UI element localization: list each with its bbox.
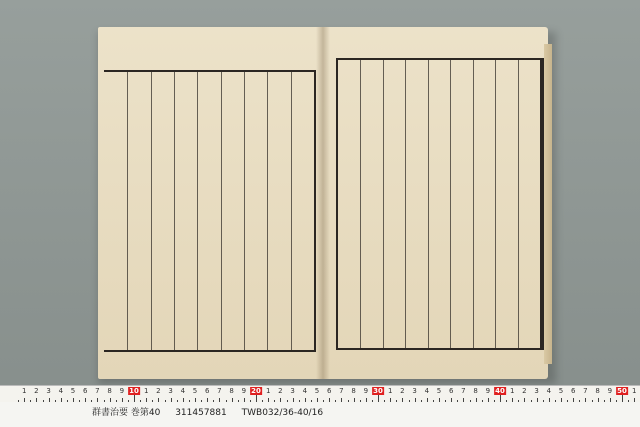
ruler-number: 8: [107, 387, 112, 395]
ruler-number: 2: [522, 387, 527, 395]
ruler-number: 4: [546, 387, 552, 395]
ruler-number: 9: [363, 387, 369, 395]
ruler-number: 10: [129, 387, 139, 395]
left-text-column: [267, 72, 291, 350]
ruler-number: 9: [241, 387, 247, 395]
ruler-number: 9: [485, 387, 491, 395]
ruler-number: 1: [265, 387, 271, 395]
ruler-number: 6: [570, 387, 576, 395]
ruler-number: 3: [46, 387, 51, 395]
right-text-column: [360, 60, 383, 348]
ruler-number: 7: [217, 387, 222, 395]
left-text-column: [197, 72, 221, 350]
page-edges: [544, 44, 552, 364]
ruler-number: 2: [278, 387, 283, 395]
ruler-number: 1: [143, 387, 149, 395]
ruler-number: 9: [119, 387, 125, 395]
left-text-column: [244, 72, 268, 350]
right-text-column: [473, 60, 496, 348]
ruler-number: 8: [595, 387, 600, 395]
ruler-number: 8: [351, 387, 356, 395]
ruler-number: 1: [21, 387, 27, 395]
ruler-number: 2: [400, 387, 405, 395]
left-text-column: [291, 72, 314, 350]
ruler-number: 2: [34, 387, 39, 395]
ruler-number: 2: [156, 387, 161, 395]
ruler-number: 4: [424, 387, 430, 395]
caption-title: 群書治要 巻第40: [92, 408, 161, 418]
caption-shelfmark: TWB032/36-40/16: [241, 408, 324, 418]
left-text-column: [221, 72, 245, 350]
ruler-number: 6: [204, 387, 210, 395]
ruler-number: 7: [339, 387, 344, 395]
ruler-number: 1: [631, 387, 637, 395]
right-text-column: [405, 60, 428, 348]
ruler-number: 8: [473, 387, 478, 395]
ruler-number: 1: [509, 387, 515, 395]
ruler-number: 20: [251, 387, 261, 395]
left-text-column: [151, 72, 175, 350]
ruler-number: 5: [70, 387, 76, 395]
ruler-number: 6: [82, 387, 88, 395]
right-text-column: [338, 60, 361, 348]
ruler-number: 3: [290, 387, 295, 395]
left-text-column: [104, 72, 128, 350]
ruler-number: 7: [583, 387, 588, 395]
catalog-caption: [92, 405, 335, 418]
right-text-column: [428, 60, 451, 348]
ruler-number: 40: [495, 387, 505, 395]
ruler-number: 1: [387, 387, 393, 395]
ruler-number: 4: [180, 387, 186, 395]
ruler-number: 5: [558, 387, 564, 395]
ruler-number: 3: [168, 387, 173, 395]
ruler-number: 5: [314, 387, 320, 395]
ruler-number: 6: [326, 387, 332, 395]
right-text-column: [450, 60, 473, 348]
book-gutter: [316, 27, 330, 379]
ruler-number: 6: [448, 387, 454, 395]
ruler-number: 9: [607, 387, 613, 395]
ruler-number: 5: [436, 387, 442, 395]
right-text-column: [495, 60, 518, 348]
ruler-number: 3: [534, 387, 539, 395]
ruler-number: 5: [192, 387, 198, 395]
ruler-number: 7: [95, 387, 100, 395]
right-text-column: [383, 60, 406, 348]
ruler-number: 8: [229, 387, 234, 395]
left-text-column: [174, 72, 198, 350]
left-text-column: [127, 72, 151, 350]
right-text-frame: [336, 58, 544, 350]
ruler-number: 4: [302, 387, 308, 395]
ruler-number: 50: [617, 387, 627, 395]
right-text-column: [518, 60, 540, 348]
left-text-frame: [104, 70, 316, 352]
ruler-number: 30: [373, 387, 383, 395]
ruler-number: 7: [461, 387, 466, 395]
caption-item-number: 311457881: [175, 408, 227, 418]
ruler-number: 3: [412, 387, 417, 395]
ruler-number: 4: [58, 387, 64, 395]
